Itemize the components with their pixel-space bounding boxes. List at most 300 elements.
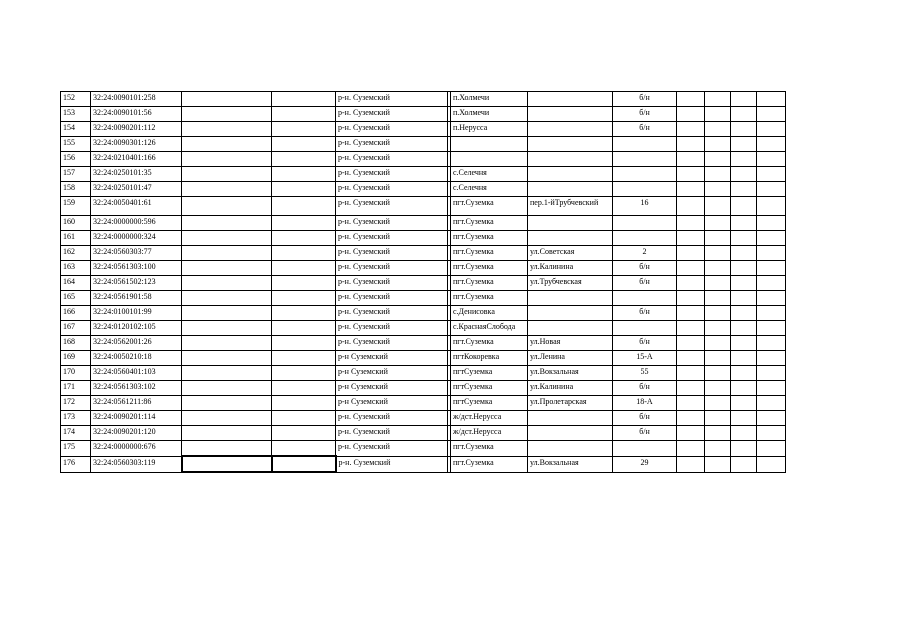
house-number-cell [613, 216, 677, 231]
blank-cell-e [731, 197, 757, 216]
cadastral-number-cell: 32:24:0561901:58 [91, 291, 182, 306]
blank-cell-d [705, 107, 731, 122]
blank-cell-e [731, 231, 757, 246]
street-cell [528, 321, 613, 336]
cadastral-number-cell: 32:24:0090301:126 [91, 137, 182, 152]
blank-cell-a [182, 306, 272, 321]
blank-cell-c [677, 276, 705, 291]
row-number-cell: 173 [61, 411, 91, 426]
district-cell: р-н. Суземский [336, 137, 448, 152]
blank-cell-b [272, 122, 336, 137]
blank-cell-a [182, 336, 272, 351]
settlement-cell [451, 152, 528, 167]
house-number-cell [613, 152, 677, 167]
blank-cell-b [272, 426, 336, 441]
house-number-cell [613, 137, 677, 152]
row-number-cell: 172 [61, 396, 91, 411]
table-row [61, 197, 786, 216]
cadastral-number-cell: 32:24:0090201:112 [91, 122, 182, 137]
blank-cell-f [757, 366, 786, 381]
blank-cell-a [182, 276, 272, 291]
blank-cell-e [731, 246, 757, 261]
blank-cell-d [705, 231, 731, 246]
table-row [61, 306, 786, 321]
house-number-cell: б/н [613, 426, 677, 441]
settlement-cell: с.Селечня [451, 182, 528, 197]
cadastral-number-cell: 32:24:0050401:61 [91, 197, 182, 216]
blank-cell-c [677, 152, 705, 167]
settlement-cell: с.КраснаяСлобода [451, 321, 528, 336]
blank-cell-b [272, 137, 336, 152]
table-row [61, 291, 786, 306]
blank-cell-d [705, 182, 731, 197]
blank-cell-b [272, 197, 336, 216]
blank-cell-d [705, 321, 731, 336]
row-number-cell: 155 [61, 137, 91, 152]
table-row [61, 182, 786, 197]
blank-cell-d [705, 246, 731, 261]
house-number-cell: 2 [613, 246, 677, 261]
street-cell: ул.Вокзальная [528, 456, 613, 472]
table-row [61, 246, 786, 261]
blank-cell-a [182, 381, 272, 396]
settlement-cell: пгтСуземка [451, 381, 528, 396]
street-cell [528, 306, 613, 321]
row-number-cell: 162 [61, 246, 91, 261]
blank-cell-e [731, 291, 757, 306]
cadastral-number-cell: 32:24:0000000:596 [91, 216, 182, 231]
cadastral-number-cell: 32:24:0561211:86 [91, 396, 182, 411]
blank-cell-e [731, 276, 757, 291]
blank-cell-f [757, 426, 786, 441]
blank-cell-f [757, 167, 786, 182]
district-cell: р-н. Суземский [336, 167, 448, 182]
blank-cell-f [757, 321, 786, 336]
blank-cell-f [757, 336, 786, 351]
blank-cell-e [731, 351, 757, 366]
row-number-cell: 169 [61, 351, 91, 366]
table-row [61, 441, 786, 457]
house-number-cell: 18-А [613, 396, 677, 411]
blank-cell-a [182, 167, 272, 182]
cadastral-number-cell: 32:24:0090201:114 [91, 411, 182, 426]
blank-cell-a [182, 152, 272, 167]
street-cell [528, 216, 613, 231]
settlement-cell: ж/дст.Нерусса [451, 426, 528, 441]
blank-cell-d [705, 351, 731, 366]
district-cell: р-н. Суземский [336, 426, 448, 441]
house-number-cell: 16 [613, 197, 677, 216]
row-number-cell: 175 [61, 441, 91, 457]
table-row [61, 351, 786, 366]
blank-cell-c [677, 216, 705, 231]
blank-cell-e [731, 411, 757, 426]
row-number-cell: 156 [61, 152, 91, 167]
blank-cell-c [677, 261, 705, 276]
cadastral-number-cell: 32:24:0100101:99 [91, 306, 182, 321]
district-cell: р-н. Суземский [336, 231, 448, 246]
street-cell [528, 426, 613, 441]
blank-cell-e [731, 381, 757, 396]
blank-cell-e [731, 92, 757, 107]
blank-cell-d [705, 456, 731, 472]
blank-cell-e [731, 306, 757, 321]
row-number-cell: 160 [61, 216, 91, 231]
blank-cell-b [272, 246, 336, 261]
settlement-cell: пгт.Суземка [451, 261, 528, 276]
blank-cell-e [731, 396, 757, 411]
row-number-cell: 152 [61, 92, 91, 107]
settlement-cell: пгт.Суземка [451, 441, 528, 457]
cadastral-number-cell: 32:24:0090201:120 [91, 426, 182, 441]
table-row [61, 366, 786, 381]
blank-cell-b [272, 411, 336, 426]
blank-cell-d [705, 291, 731, 306]
street-cell [528, 182, 613, 197]
blank-cell-b [272, 351, 336, 366]
blank-cell-c [677, 411, 705, 426]
house-number-cell: 55 [613, 366, 677, 381]
table-row [61, 216, 786, 231]
blank-cell-b [272, 456, 336, 472]
blank-cell-a [182, 456, 272, 472]
settlement-cell: пгт.Суземка [451, 336, 528, 351]
blank-cell-a [182, 291, 272, 306]
house-number-cell: б/н [613, 411, 677, 426]
street-cell [528, 107, 613, 122]
district-cell: р-н Суземский [336, 396, 448, 411]
blank-cell-b [272, 216, 336, 231]
cadastral-number-cell: 32:24:0000000:676 [91, 441, 182, 457]
blank-cell-f [757, 152, 786, 167]
blank-cell-d [705, 336, 731, 351]
blank-cell-a [182, 411, 272, 426]
settlement-cell: пгт.Суземка [451, 197, 528, 216]
blank-cell-d [705, 396, 731, 411]
blank-cell-a [182, 231, 272, 246]
blank-cell-b [272, 231, 336, 246]
blank-cell-c [677, 246, 705, 261]
street-cell: ул.Трубчевская [528, 276, 613, 291]
blank-cell-f [757, 182, 786, 197]
blank-cell-a [182, 366, 272, 381]
house-number-cell: б/н [613, 261, 677, 276]
blank-cell-f [757, 306, 786, 321]
blank-cell-b [272, 396, 336, 411]
table-row [61, 321, 786, 336]
blank-cell-a [182, 396, 272, 411]
district-cell: р-н. Суземский [336, 336, 448, 351]
blank-cell-f [757, 351, 786, 366]
settlement-cell: пгтКокоревка [451, 351, 528, 366]
house-number-cell: б/н [613, 306, 677, 321]
blank-cell-f [757, 92, 786, 107]
street-cell: пер.1-йТрубчевский [528, 197, 613, 216]
table-row [61, 122, 786, 137]
district-cell: р-н. Суземский [336, 122, 448, 137]
blank-cell-b [272, 276, 336, 291]
settlement-cell: пгт.Суземка [451, 291, 528, 306]
row-number-cell: 154 [61, 122, 91, 137]
settlement-cell: пгтСуземка [451, 366, 528, 381]
house-number-cell [613, 321, 677, 336]
blank-cell-a [182, 441, 272, 457]
blank-cell-b [272, 321, 336, 336]
settlement-cell: пгтСуземка [451, 396, 528, 411]
row-number-cell: 176 [61, 456, 91, 472]
blank-cell-a [182, 197, 272, 216]
house-number-cell: б/н [613, 336, 677, 351]
blank-cell-d [705, 276, 731, 291]
blank-cell-b [272, 306, 336, 321]
row-number-cell: 158 [61, 182, 91, 197]
row-number-cell: 159 [61, 197, 91, 216]
table-row [61, 137, 786, 152]
blank-cell-c [677, 231, 705, 246]
blank-cell-e [731, 107, 757, 122]
blank-cell-d [705, 441, 731, 457]
street-cell: ул.Вокзальная [528, 366, 613, 381]
settlement-cell: пгт.Суземка [451, 276, 528, 291]
blank-cell-b [272, 167, 336, 182]
blank-cell-e [731, 216, 757, 231]
blank-cell-e [731, 261, 757, 276]
street-cell: ул.Советская [528, 246, 613, 261]
street-cell [528, 411, 613, 426]
blank-cell-e [731, 456, 757, 472]
district-cell: р-н. Суземский [336, 321, 448, 336]
blank-cell-e [731, 152, 757, 167]
cadastral-number-cell: 32:24:0561502:123 [91, 276, 182, 291]
row-number-cell: 170 [61, 366, 91, 381]
blank-cell-c [677, 137, 705, 152]
settlement-cell: п.Холмечи [451, 92, 528, 107]
row-number-cell: 168 [61, 336, 91, 351]
house-number-cell: 29 [613, 456, 677, 472]
settlement-cell: пгт.Суземка [451, 231, 528, 246]
house-number-cell: б/н [613, 276, 677, 291]
settlement-cell [451, 137, 528, 152]
blank-cell-b [272, 381, 336, 396]
blank-cell-c [677, 321, 705, 336]
table-row [61, 92, 786, 107]
district-cell: р-н. Суземский [336, 276, 448, 291]
blank-cell-f [757, 456, 786, 472]
table-row [61, 396, 786, 411]
blank-cell-f [757, 276, 786, 291]
blank-cell-c [677, 381, 705, 396]
blank-cell-a [182, 321, 272, 336]
street-cell [528, 92, 613, 107]
blank-cell-c [677, 426, 705, 441]
blank-cell-c [677, 441, 705, 457]
cadastral-number-cell: 32:24:0562001:26 [91, 336, 182, 351]
blank-cell-a [182, 216, 272, 231]
street-cell [528, 231, 613, 246]
blank-cell-c [677, 122, 705, 137]
blank-cell-f [757, 396, 786, 411]
blank-cell-d [705, 137, 731, 152]
blank-cell-e [731, 122, 757, 137]
street-cell [528, 122, 613, 137]
blank-cell-e [731, 366, 757, 381]
blank-cell-c [677, 182, 705, 197]
house-number-cell [613, 441, 677, 457]
blank-cell-a [182, 261, 272, 276]
cadastral-number-cell: 32:24:0050210:18 [91, 351, 182, 366]
table-row [61, 231, 786, 246]
blank-cell-f [757, 197, 786, 216]
cadastral-number-cell: 32:24:0090101:56 [91, 107, 182, 122]
district-cell: р-н. Суземский [336, 306, 448, 321]
district-cell: р-н Суземский [336, 381, 448, 396]
blank-cell-a [182, 107, 272, 122]
blank-cell-f [757, 107, 786, 122]
blank-cell-e [731, 182, 757, 197]
settlement-cell: п.Холмечи [451, 107, 528, 122]
blank-cell-e [731, 336, 757, 351]
blank-cell-b [272, 291, 336, 306]
blank-cell-d [705, 261, 731, 276]
blank-cell-d [705, 216, 731, 231]
row-number-cell: 153 [61, 107, 91, 122]
blank-cell-c [677, 291, 705, 306]
settlement-cell: пгт.Суземка [451, 216, 528, 231]
blank-cell-e [731, 426, 757, 441]
blank-cell-c [677, 396, 705, 411]
street-cell: ул.Новая [528, 336, 613, 351]
blank-cell-f [757, 137, 786, 152]
table-row [61, 336, 786, 351]
district-cell: р-н Суземский [336, 366, 448, 381]
blank-cell-d [705, 426, 731, 441]
table-row [61, 426, 786, 441]
settlement-cell: п.Нерусса [451, 122, 528, 137]
table-row [61, 167, 786, 182]
cadastral-number-cell: 32:24:0250101:35 [91, 167, 182, 182]
cadastral-number-cell: 32:24:0120102:105 [91, 321, 182, 336]
street-cell [528, 291, 613, 306]
house-number-cell [613, 182, 677, 197]
house-number-cell [613, 231, 677, 246]
blank-cell-e [731, 167, 757, 182]
table-row [61, 411, 786, 426]
row-number-cell: 171 [61, 381, 91, 396]
blank-cell-b [272, 261, 336, 276]
house-number-cell: б/н [613, 92, 677, 107]
blank-cell-c [677, 197, 705, 216]
cadastral-number-cell: 32:24:0560303:119 [91, 456, 182, 472]
row-number-cell: 166 [61, 306, 91, 321]
house-number-cell: б/н [613, 381, 677, 396]
blank-cell-d [705, 167, 731, 182]
row-number-cell: 157 [61, 167, 91, 182]
table-row [61, 107, 786, 122]
table-body [61, 92, 786, 473]
street-cell [528, 137, 613, 152]
row-number-cell: 164 [61, 276, 91, 291]
blank-cell-d [705, 92, 731, 107]
street-cell: ул.Калинина [528, 381, 613, 396]
house-number-cell: б/н [613, 122, 677, 137]
house-number-cell [613, 291, 677, 306]
blank-cell-b [272, 441, 336, 457]
street-cell: ул.Калинина [528, 261, 613, 276]
blank-cell-c [677, 92, 705, 107]
blank-cell-b [272, 107, 336, 122]
blank-cell-c [677, 107, 705, 122]
district-cell: р-н Суземский [336, 351, 448, 366]
district-cell: р-н. Суземский [336, 441, 448, 457]
cadastral-number-cell: 32:24:0560303:77 [91, 246, 182, 261]
street-cell [528, 441, 613, 457]
blank-cell-c [677, 351, 705, 366]
blank-cell-a [182, 246, 272, 261]
blank-cell-b [272, 366, 336, 381]
settlement-cell: с.Селечня [451, 167, 528, 182]
street-cell: ул.Ленина [528, 351, 613, 366]
house-number-cell [613, 167, 677, 182]
street-cell [528, 152, 613, 167]
house-number-cell: 15-А [613, 351, 677, 366]
settlement-cell: с.Денисовка [451, 306, 528, 321]
cadastral-number-cell: 32:24:0000000:324 [91, 231, 182, 246]
table-row [61, 261, 786, 276]
blank-cell-a [182, 182, 272, 197]
blank-cell-b [272, 182, 336, 197]
blank-cell-b [272, 152, 336, 167]
blank-cell-e [731, 441, 757, 457]
blank-cell-a [182, 122, 272, 137]
district-cell: р-н. Суземский [336, 107, 448, 122]
blank-cell-d [705, 306, 731, 321]
row-number-cell: 161 [61, 231, 91, 246]
district-cell: р-н. Суземский [336, 182, 448, 197]
blank-cell-e [731, 137, 757, 152]
cadastral-number-cell: 32:24:0560401:103 [91, 366, 182, 381]
blank-cell-f [757, 216, 786, 231]
table-row [61, 276, 786, 291]
district-cell: р-н. Суземский [336, 197, 448, 216]
blank-cell-c [677, 456, 705, 472]
blank-cell-c [677, 366, 705, 381]
blank-cell-a [182, 426, 272, 441]
blank-cell-f [757, 411, 786, 426]
cadastral-number-cell: 32:24:0561303:100 [91, 261, 182, 276]
house-number-cell: б/н [613, 107, 677, 122]
district-cell: р-н. Суземский [336, 291, 448, 306]
blank-cell-d [705, 122, 731, 137]
blank-cell-d [705, 366, 731, 381]
street-cell [528, 167, 613, 182]
settlement-cell: ж/дст.Нерусса [451, 411, 528, 426]
blank-cell-f [757, 246, 786, 261]
blank-cell-d [705, 152, 731, 167]
district-cell: р-н. Суземский [336, 216, 448, 231]
blank-cell-f [757, 441, 786, 457]
district-cell: р-н. Суземский [336, 456, 448, 472]
blank-cell-c [677, 336, 705, 351]
cadastral-number-cell: 32:24:0250101:47 [91, 182, 182, 197]
district-cell: р-н. Суземский [336, 411, 448, 426]
cadastral-number-cell: 32:24:0561303:102 [91, 381, 182, 396]
settlement-cell: пгт.Суземка [451, 246, 528, 261]
blank-cell-a [182, 351, 272, 366]
blank-cell-f [757, 122, 786, 137]
row-number-cell: 165 [61, 291, 91, 306]
blank-cell-f [757, 381, 786, 396]
row-number-cell: 167 [61, 321, 91, 336]
